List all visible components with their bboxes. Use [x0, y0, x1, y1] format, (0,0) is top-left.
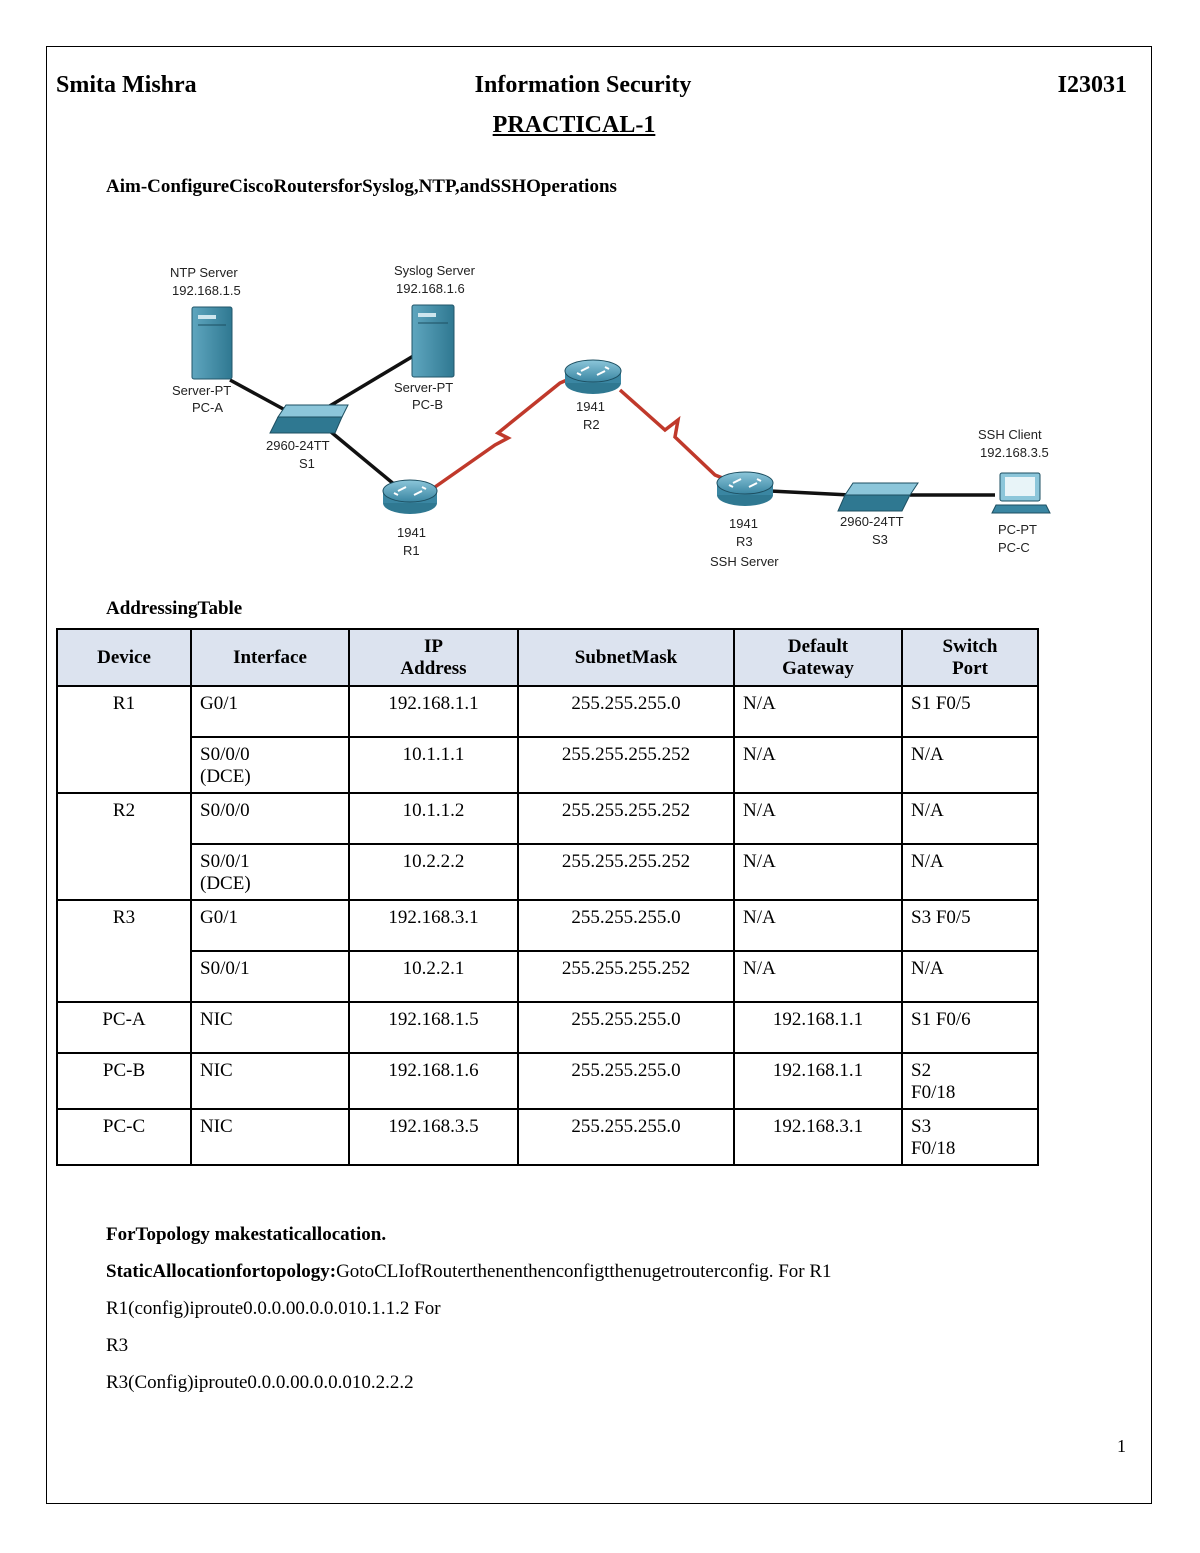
- router-r1-name: R1: [403, 543, 420, 558]
- cell-mask: 255.255.255.252: [518, 951, 734, 1002]
- cell-gateway: 192.168.3.1: [734, 1109, 902, 1165]
- col-header-device: Device: [57, 629, 191, 686]
- pc-c-type: PC-PT: [998, 522, 1037, 537]
- link-r3-s3: [770, 491, 850, 495]
- router-r3-role: SSH Server: [710, 554, 779, 569]
- cell-interface: NIC: [191, 1109, 349, 1165]
- cell-ip: 192.168.1.6: [349, 1053, 518, 1109]
- cell-port: N/A: [902, 737, 1038, 793]
- cell-interface: G0/1: [191, 900, 349, 951]
- addressing-table-title: AddressingTable: [106, 598, 243, 619]
- switch-s1-name: S1: [299, 456, 315, 471]
- cell-mask: 255.255.255.0: [518, 900, 734, 951]
- router-r2-name: R2: [583, 417, 600, 432]
- router-r3-name: R3: [736, 534, 753, 549]
- col-header-gateway: Default Gateway: [734, 629, 902, 686]
- ntp-server-role: NTP Server: [170, 265, 238, 280]
- table-row: [57, 900, 1038, 951]
- cell-port: N/A: [902, 844, 1038, 900]
- table-row: [57, 1053, 1038, 1109]
- cell-ip: 10.2.2.2: [349, 844, 518, 900]
- cell-port: N/A: [902, 951, 1038, 1002]
- cell-port: S2 F0/18: [902, 1053, 1038, 1109]
- table-header-row: [57, 629, 1038, 686]
- roll-number: I23031: [1057, 72, 1127, 98]
- cell-gateway: N/A: [734, 686, 902, 737]
- cell-device: R3: [57, 900, 191, 1002]
- aim-statement: Aim-ConfigureCiscoRoutersforSyslog,NTP,andSSHOperations: [106, 176, 617, 197]
- ntp-server-name: PC-A: [192, 400, 224, 415]
- switch-s3-icon: [838, 483, 918, 511]
- cell-interface: S0/0/0 (DCE): [191, 737, 349, 793]
- note-line-1: ForTopology makestaticallocation.: [106, 1224, 387, 1245]
- cell-port: S3 F0/18: [902, 1109, 1038, 1165]
- cell-mask: 255.255.255.0: [518, 1109, 734, 1165]
- syslog-server-role: Syslog Server: [394, 263, 475, 278]
- cell-ip: 10.2.2.1: [349, 951, 518, 1002]
- router-r3-model: 1941: [729, 516, 758, 531]
- note-line-2: StaticAllocationfortopology:GotoCLIofRouterthenenthenconfigtthenugetrouterconfig. For R1: [106, 1261, 832, 1282]
- cell-gateway: N/A: [734, 737, 902, 793]
- cell-ip: 10.1.1.1: [349, 737, 518, 793]
- cell-mask: 255.255.255.0: [518, 1053, 734, 1109]
- syslog-server-name: PC-B: [412, 397, 444, 412]
- cell-mask: 255.255.255.252: [518, 844, 734, 900]
- cell-ip: 192.168.1.1: [349, 686, 518, 737]
- link-s1-r1: [325, 427, 395, 485]
- cell-interface: NIC: [191, 1053, 349, 1109]
- table-row: [57, 951, 1038, 1002]
- cell-mask: 255.255.255.0: [518, 686, 734, 737]
- cell-interface: G0/1: [191, 686, 349, 737]
- cell-device: R2: [57, 793, 191, 900]
- note-line-3: R1(config)iproute0.0.0.00.0.0.010.1.1.2 For: [106, 1298, 441, 1319]
- router-r1-model: 1941: [397, 525, 426, 540]
- cell-gateway: N/A: [734, 844, 902, 900]
- cell-gateway: 192.168.1.1: [734, 1053, 902, 1109]
- router-r1-icon: [383, 480, 437, 514]
- router-r2-icon: [565, 360, 621, 394]
- col-header-switch-port: Switch Port: [902, 629, 1038, 686]
- note-line-5: R3(Config)iproute0.0.0.00.0.0.010.2.2.2: [106, 1372, 414, 1393]
- pc-c-name: PC-C: [998, 540, 1030, 555]
- syslog-server-icon: [412, 305, 454, 377]
- serial-link-r1-r2: [435, 370, 590, 487]
- cell-mask: 255.255.255.0: [518, 1002, 734, 1053]
- cell-ip: 10.1.1.2: [349, 793, 518, 844]
- cell-interface: S0/0/1: [191, 951, 349, 1002]
- ntp-server-icon: [192, 307, 232, 379]
- ntp-server-type: Server-PT: [172, 383, 232, 398]
- note-line-4: R3: [106, 1335, 129, 1356]
- syslog-server-ip: 192.168.1.6: [396, 281, 465, 296]
- switch-s3-model: 2960-24TT: [840, 514, 904, 529]
- cell-device: R1: [57, 686, 191, 793]
- pc-c-icon: [992, 473, 1050, 513]
- cell-device: PC-C: [57, 1109, 191, 1165]
- practical-title: PRACTICAL-1: [492, 112, 656, 138]
- page-number: 1: [1117, 1436, 1126, 1456]
- cell-interface: S0/0/0: [191, 793, 349, 844]
- router-r3-icon: [717, 472, 773, 506]
- table-row: [57, 686, 1038, 737]
- col-header-mask: SubnetMask: [518, 629, 734, 686]
- serial-link-r2-r3: [620, 390, 735, 483]
- col-header-interface: Interface: [191, 629, 349, 686]
- cell-ip: 192.168.3.1: [349, 900, 518, 951]
- cell-port: S1 F0/5: [902, 686, 1038, 737]
- switch-s1-model: 2960-24TT: [266, 438, 330, 453]
- cell-port: S1 F0/6: [902, 1002, 1038, 1053]
- cell-gateway: N/A: [734, 900, 902, 951]
- subject-title: Information Security: [474, 72, 692, 98]
- author-name: Smita Mishra: [56, 72, 197, 98]
- cell-ip: 192.168.1.5: [349, 1002, 518, 1053]
- cell-interface: S0/0/1 (DCE): [191, 844, 349, 900]
- cell-device: PC-B: [57, 1053, 191, 1109]
- config-notes: [106, 1216, 1106, 1401]
- table-row: [57, 1109, 1038, 1165]
- cell-ip: 192.168.3.5: [349, 1109, 518, 1165]
- cell-gateway: 192.168.1.1: [734, 1002, 902, 1053]
- syslog-server-type: Server-PT: [394, 380, 454, 395]
- router-r2-model: 1941: [576, 399, 605, 414]
- table-row: [57, 1002, 1038, 1053]
- switch-s3-name: S3: [872, 532, 888, 547]
- ntp-server-ip: 192.168.1.5: [172, 283, 241, 298]
- cell-port: S3 F0/5: [902, 900, 1038, 951]
- table-row: [57, 844, 1038, 900]
- cell-interface: NIC: [191, 1002, 349, 1053]
- addressing-table: [56, 628, 1039, 1166]
- cell-gateway: N/A: [734, 793, 902, 844]
- network-topology-diagram: [150, 255, 1080, 585]
- ssh-client-ip: 192.168.3.5: [980, 445, 1049, 460]
- cell-gateway: N/A: [734, 951, 902, 1002]
- cell-port: N/A: [902, 793, 1038, 844]
- col-header-ip: IP Address: [349, 629, 518, 686]
- table-row: [57, 737, 1038, 793]
- table-row: [57, 793, 1038, 844]
- ssh-client-role: SSH Client: [978, 427, 1042, 442]
- cell-mask: 255.255.255.252: [518, 793, 734, 844]
- cell-mask: 255.255.255.252: [518, 737, 734, 793]
- cell-device: PC-A: [57, 1002, 191, 1053]
